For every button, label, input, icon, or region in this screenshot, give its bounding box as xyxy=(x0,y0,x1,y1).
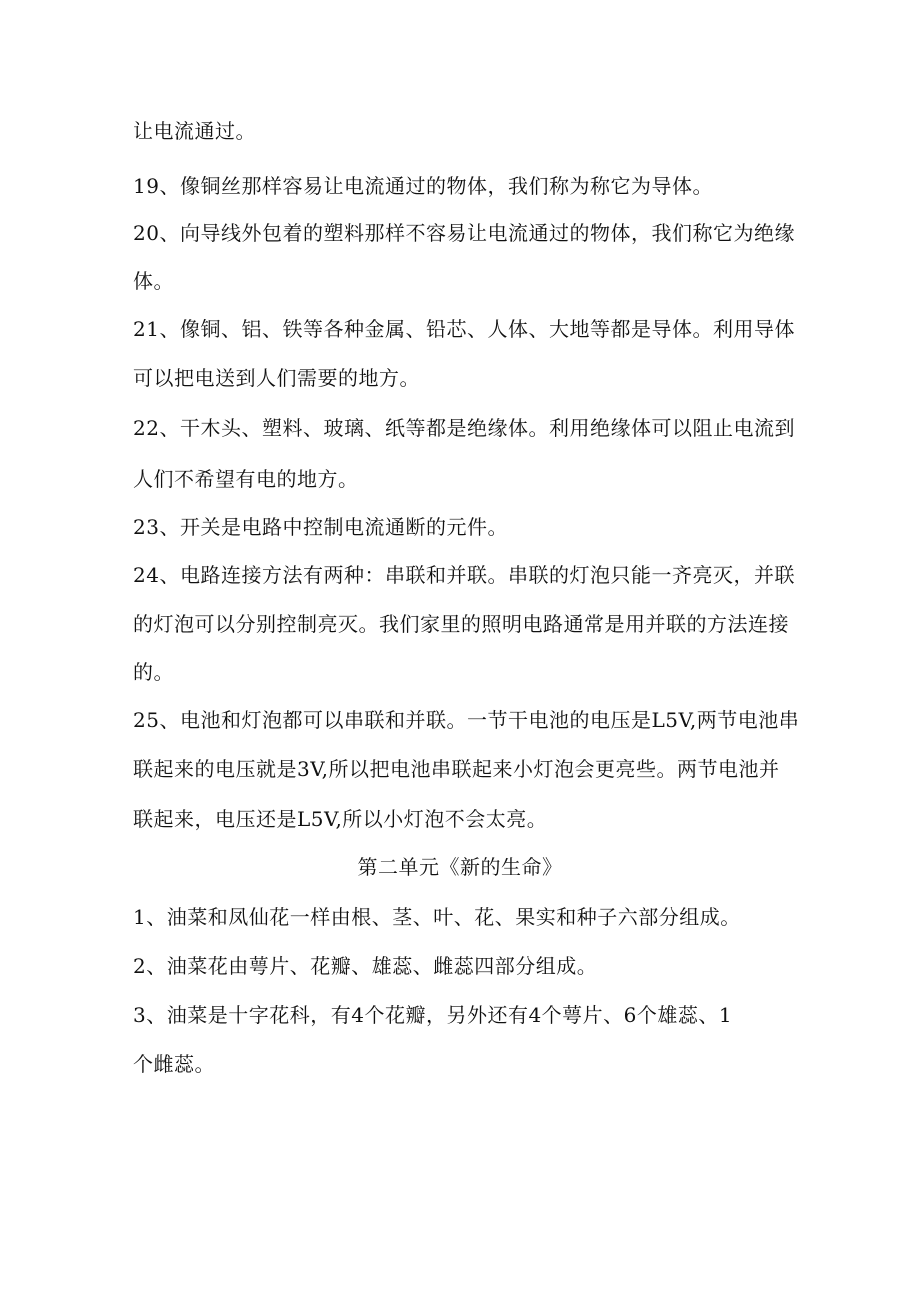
text-line: 19、像铜丝那样容易让电流通过的物体，我们称为称它为导体。 xyxy=(133,174,713,198)
text-line: 的灯泡可以分别控制亮灭。我们家里的照明电路通常是用并联的方法连接 xyxy=(133,612,789,636)
text-line: 23、开关是电路中控制电流通断的元件。 xyxy=(133,515,508,539)
text-line: 25、电池和灯泡都可以串联和并联。一节干电池的电压是L5V,两节电池串 xyxy=(133,708,800,732)
text-line: 的。 xyxy=(133,660,174,684)
text-line: 1、油菜和凤仙花一样由根、茎、叶、花、果实和种子六部分组成。 xyxy=(133,905,741,929)
text-line: 21、像铜、铝、铁等各种金属、铅芯、人体、大地等都是导体。利用导体 xyxy=(133,317,795,341)
text-line: 2、油菜花由萼片、花瓣、雄蕊、雌蕊四部分组成。 xyxy=(133,954,598,978)
text-line: 个雌蕊。 xyxy=(133,1052,215,1076)
text-line: 20、向导线外包着的塑料那样不容易让电流通过的物体，我们称它为绝缘 xyxy=(133,221,795,245)
text-line: 联起来，电压还是L5V,所以小灯泡不会太亮。 xyxy=(133,807,548,831)
text-line: 让电流通过。 xyxy=(133,119,256,143)
text-line: 24、电路连接方法有两种：串联和并联。串联的灯泡只能一齐亮灭，并联 xyxy=(133,563,795,587)
text-line: 3、油菜是十字花科，有4个花瓣，另外还有4个萼片、6个雄蕊、1 xyxy=(133,1003,733,1027)
text-line: 可以把电送到人们需要的地方。 xyxy=(133,366,420,390)
section-heading: 第二单元《新的生命》 xyxy=(357,855,563,879)
text-line: 人们不希望有电的地方。 xyxy=(133,467,359,491)
text-line: 体。 xyxy=(133,269,174,293)
text-line: 22、干木头、塑料、玻璃、纸等都是绝缘体。利用绝缘体可以阻止电流到 xyxy=(133,416,795,440)
text-line: 联起来的电压就是3V,所以把电池串联起来小灯泡会更亮些。两节电池并 xyxy=(133,757,780,781)
